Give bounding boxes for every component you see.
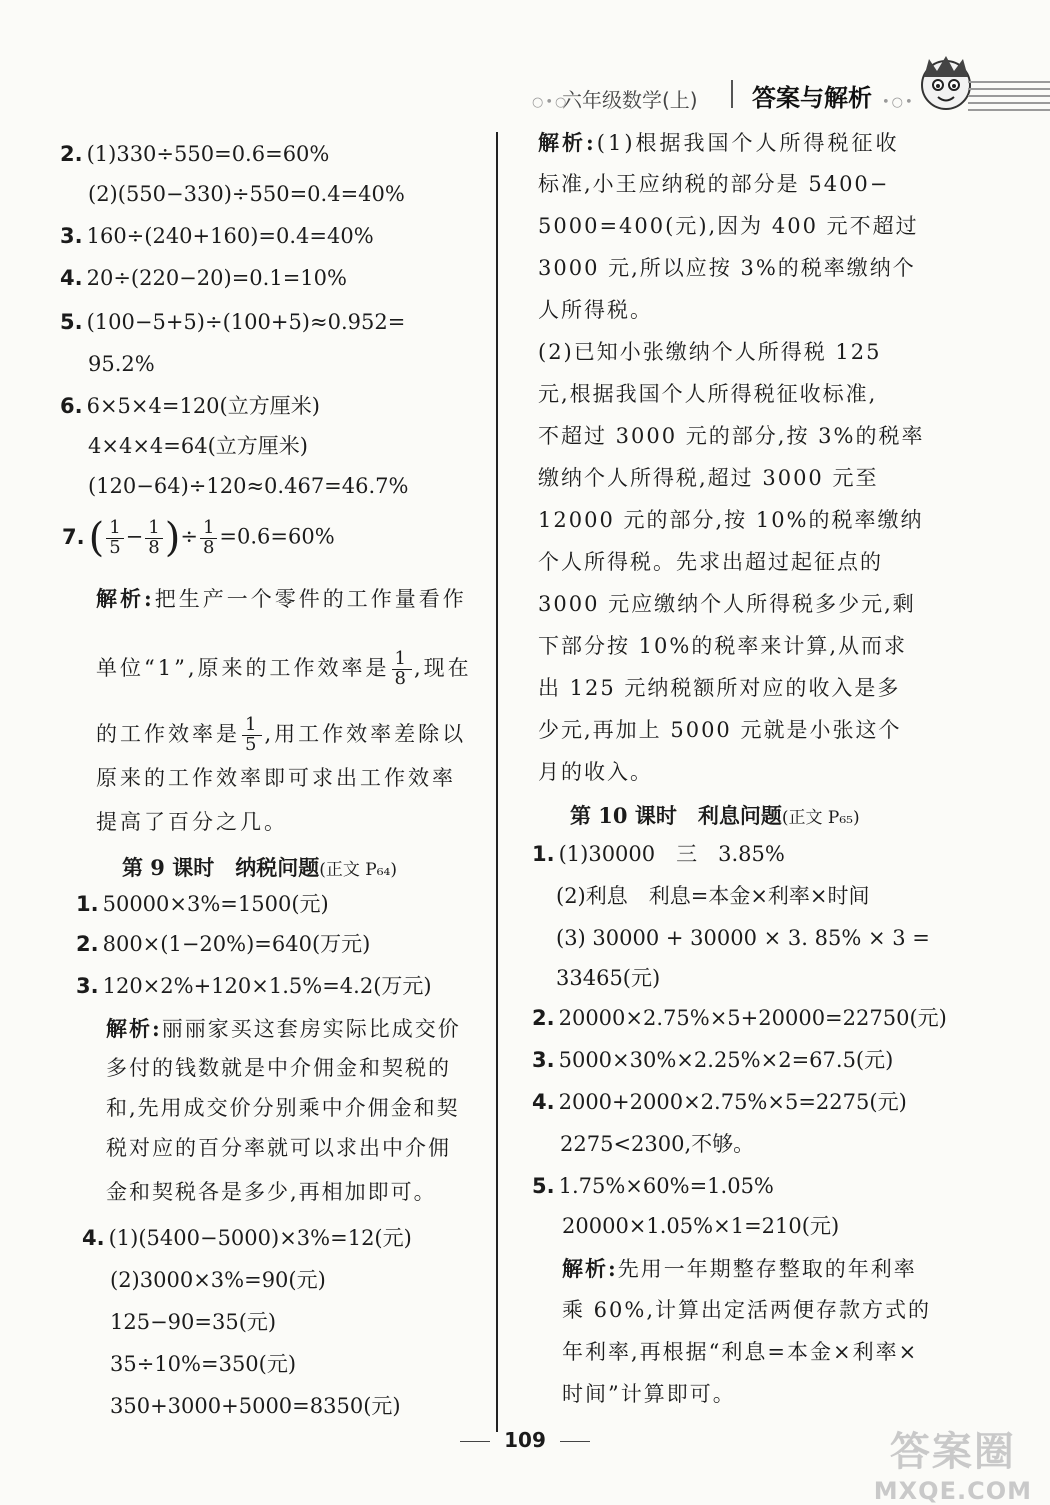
lesson9-answer-2: 2. 800×(1−20%)=640(万元) [76, 932, 371, 956]
lesson10-answer-5-analysis-1: 解析:先用一年期整存整取的年利率 [562, 1256, 917, 1281]
analysis-right-line-9: 缴纳个人所得税,超过 3000 元至 [538, 466, 879, 490]
answer-3: 3. 160÷(240+160)=0.4=40% [60, 224, 374, 248]
fraction-one-fifth: $\frac{1}{5}$ [242, 716, 262, 755]
analysis-right-line-4: 3000 元,所以应按 3%的税率缴纳个 [538, 256, 916, 280]
lesson10-answer-2: 2. 20000×2.75%×5+20000=22750(元) [532, 1006, 947, 1030]
site-watermark: 答案圈 MXQE.COM [873, 1429, 1032, 1505]
analysis-right-line-2: 标准,小王应纳税的部分是 5400− [538, 172, 890, 196]
analysis-right-line-3: 5000=400(元),因为 400 元不超过 [538, 214, 919, 238]
answer-6-line-1: 6. 6×5×4=120(立方厘米) [60, 394, 320, 418]
lesson10-answer-5-line-2: 20000×1.05%×1=210(元) [562, 1214, 840, 1238]
analysis-right-line-13: 下部分按 10%的税率来计算,从而求 [538, 634, 908, 658]
lesson10-answer-1-line-2: (2)利息 利息=本金×利率×时间 [556, 884, 870, 908]
answer-2-line-1: 2. (1)330÷550=0.6=60% [60, 142, 330, 166]
lesson9-answer-3-analysis-3: 和,先用成交价分别乘中介佣金和契 [106, 1096, 460, 1120]
page-number: 109 [0, 1428, 1050, 1452]
answer-2-line-2: (2)(550−330)÷550=0.4=40% [88, 182, 405, 206]
analysis-right-line-15: 少元,再加上 5000 元就是小张这个 [538, 718, 902, 742]
decorative-dots: •○• [882, 95, 915, 110]
answer-7-analysis-line-1: 解析:把生产一个零件的工作量看作 [96, 586, 467, 611]
lesson9-answer-3-analysis-4: 税对应的百分率就可以求出中介佣 [106, 1136, 451, 1160]
lesson10-answer-5-analysis-3: 年利率,再根据“利息=本金×利率× [562, 1340, 919, 1364]
fraction-one-fifth: $\frac{1}{5}$ [106, 519, 123, 558]
lesson9-answer-3-analysis-5: 金和契税各是多少,再相加即可。 [106, 1180, 437, 1204]
header-title: 答案与解析 [752, 84, 872, 112]
analysis-right-line-1: 解析:(1)根据我国个人所得税征收 [538, 130, 900, 155]
answer-7-analysis-line-3: 的工作效率是 $\frac{1}{5}$ ,用工作效率差除以 [96, 714, 467, 755]
lesson10-answer-1-line-4: 33465(元) [556, 966, 661, 990]
analysis-right-line-11: 个人所得税。先求出超过起征点的 [538, 550, 883, 574]
lesson9-answer-4-line-1: 4. (1)(5400−5000)×3%=12(元) [82, 1226, 412, 1250]
analysis-right-line-12: 3000 元应缴纳个人所得税多少元,剩 [538, 592, 916, 616]
section-heading-lesson-10: 第 10 课时 利息问题(正文 P₆₅) [570, 803, 860, 828]
lesson9-answer-3-analysis-2: 多付的钱数就是中介佣金和契税的 [106, 1056, 451, 1080]
analysis-right-line-14: 出 125 元纳税额所对应的收入是多 [538, 676, 901, 700]
analysis-right-line-16: 月的收入。 [538, 760, 653, 784]
lesson10-answer-1-line-1: 1. (1)30000 三 3.85% [532, 842, 785, 866]
answer-4: 4. 20÷(220−20)=0.1=10% [60, 266, 347, 290]
header-separator [731, 80, 733, 108]
lesson9-answer-4-line-2: (2)3000×3%=90(元) [110, 1268, 326, 1292]
column-divider [496, 132, 498, 1432]
analysis-right-line-6: (2)已知小张缴纳个人所得税 125 [538, 340, 882, 364]
fraction-one-eighth: $\frac{1}{8}$ [392, 650, 412, 689]
lesson10-answer-5-analysis-4: 时间”计算即可。 [562, 1382, 736, 1406]
lesson9-answer-1: 1. 50000×3%=1500(元) [76, 892, 329, 916]
header-stripes [968, 76, 1050, 116]
fraction-one-eighth: $\frac{1}{8}$ [200, 519, 217, 558]
lesson9-answer-4-line-4: 35÷10%=350(元) [110, 1352, 297, 1376]
fraction-one-eighth: $\frac{1}{8}$ [145, 519, 162, 558]
lesson9-answer-3: 3. 120×2%+120×1.5%=4.2(万元) [76, 974, 432, 998]
lesson10-answer-4-line-1: 4. 2000+2000×2.75%×5=2275(元) [532, 1090, 907, 1114]
analysis-right-line-5: 人所得税。 [538, 298, 653, 322]
answer-7-analysis-line-2: 单位“1”,原来的工作效率是 $\frac{1}{8}$ ,现在 [96, 648, 472, 689]
analysis-right-line-7: 元,根据我国个人所得税征收标准, [538, 382, 878, 406]
page-header [0, 0, 1050, 130]
analysis-right-line-8: 不超过 3000 元的部分,按 3%的税率 [538, 424, 925, 448]
answer-7-analysis-line-5: 提高了百分之几。 [96, 810, 288, 834]
lesson9-answer-4-line-3: 125−90=35(元) [110, 1310, 277, 1334]
answer-5-line-1: 5. (100−5+5)÷(100+5)≈0.952= [60, 310, 406, 334]
lesson10-answer-5-analysis-2: 乘 60%,计算出定活两便存款方式的 [562, 1298, 932, 1322]
lesson9-answer-3-analysis-1: 解析:丽丽家买这套房实际比成交价 [106, 1016, 461, 1041]
answer-6-line-2: 4×4×4=64(立方厘米) [88, 434, 308, 458]
section-heading-lesson-9: 第 9 课时 纳税问题(正文 P₆₄) [122, 855, 397, 880]
answer-6-line-3: (120−64)÷120≈0.467=46.7% [88, 474, 409, 498]
answer-5-line-2: 95.2% [88, 352, 155, 376]
lesson9-answer-4-line-5: 350+3000+5000=8350(元) [110, 1394, 401, 1418]
lesson10-answer-4-line-2: 2275<2300,不够。 [560, 1132, 755, 1156]
answer-7-analysis-line-4: 原来的工作效率即可求出工作效率 [96, 766, 456, 790]
decorative-dots: ○•○ [532, 95, 569, 110]
analysis-right-line-10: 12000 元的部分,按 10%的税率缴纳 [538, 508, 924, 532]
book-grade-label: 六年级数学(上) [562, 88, 698, 112]
lesson10-answer-5-line-1: 5. 1.75%×60%=1.05% [532, 1174, 774, 1198]
answer-7-equation: 7. ( $\frac{1}{5}$ − $\frac{1}{8}$ )÷ $\frac{1}{8}$ =0.6=60% [62, 515, 335, 561]
lesson10-answer-3: 3. 5000×30%×2.25%×2=67.5(元) [532, 1048, 894, 1072]
lesson10-answer-1-line-3: (3) 30000 + 30000 × 3. 85% × 3 = [556, 926, 930, 950]
